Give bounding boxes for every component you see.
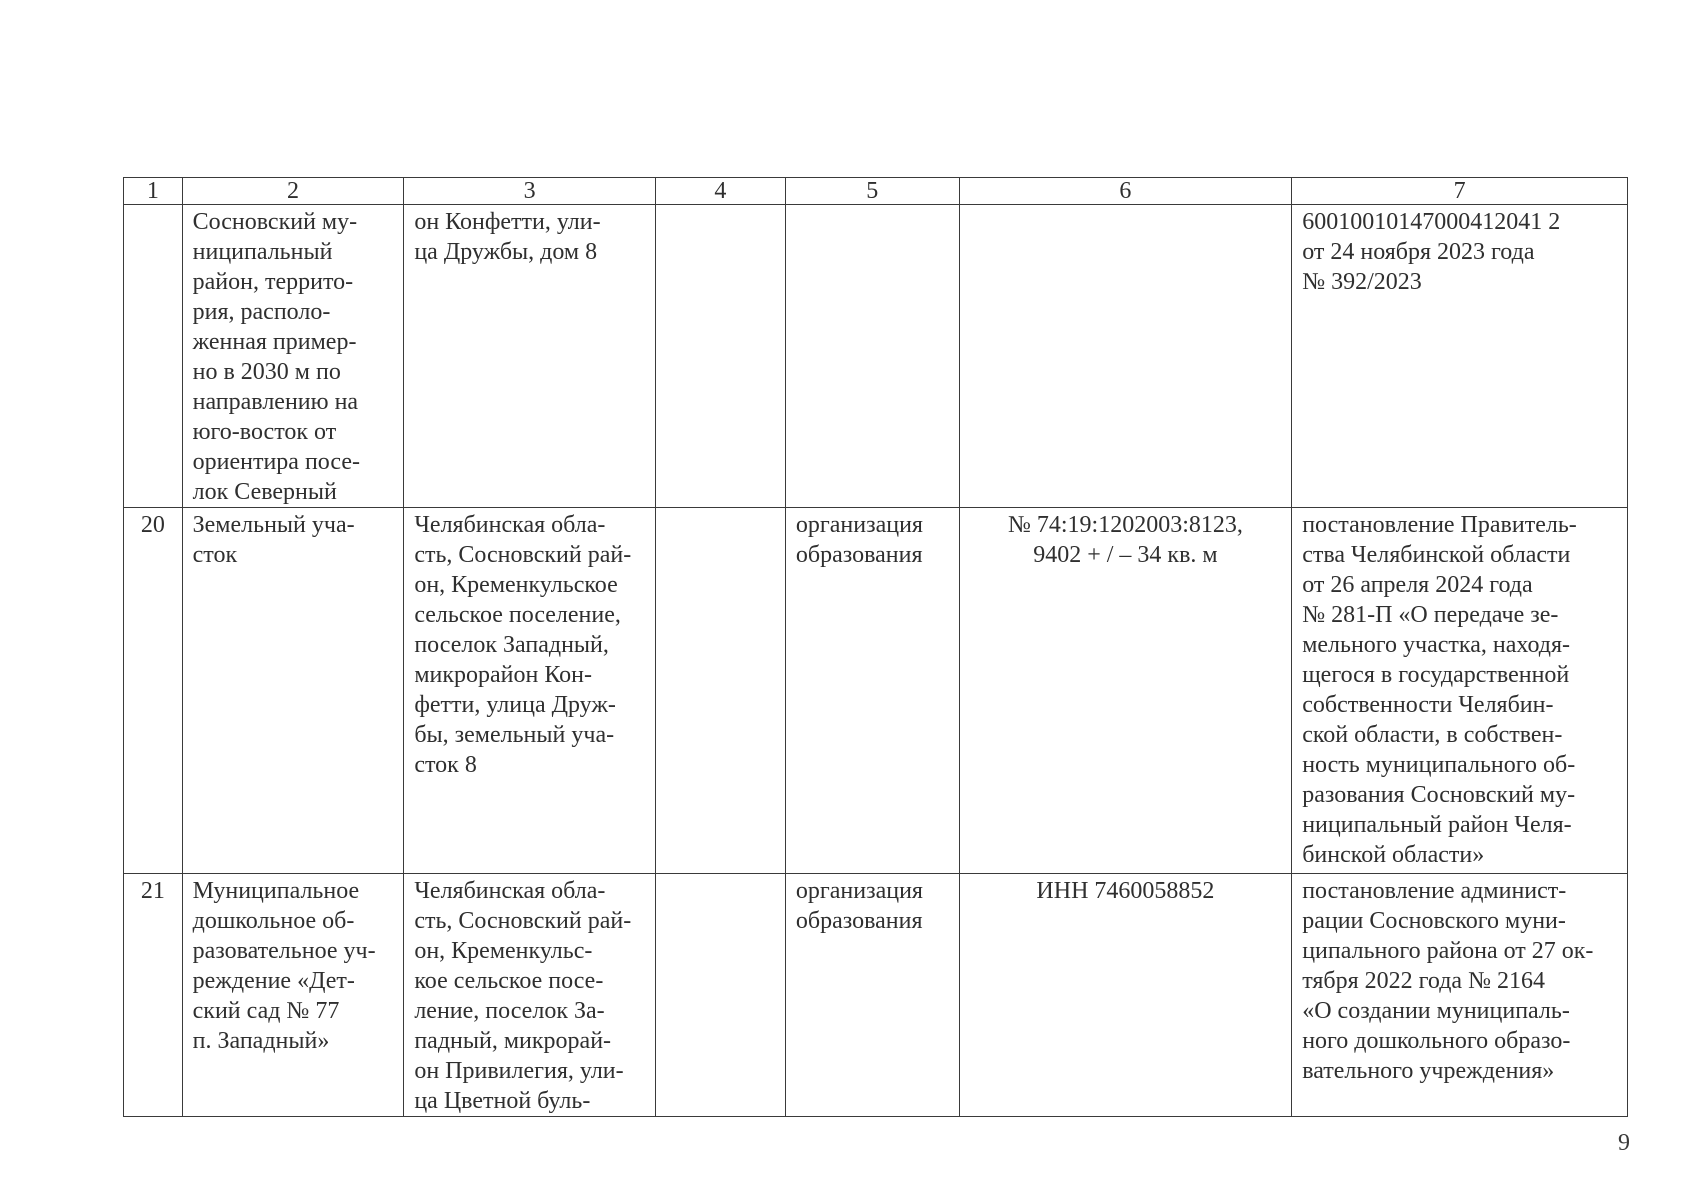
basis-document-cell: постановление Правитель- ства Челябинской области от 26 апреля 2024 года № 281-П «О передаче зе- мельного участка, находя- щегося в государственной собственности Челябин- ской области, в собствен- ность муниципального об- разования Сосновский му- ниципальный район Челя- бинской области»	[1292, 508, 1628, 874]
row-number: 20	[124, 508, 183, 874]
column-number: 4	[655, 178, 785, 205]
column-4-cell	[655, 508, 785, 874]
object-name-cell: Муниципальное дошкольное об- разовательное уч- реждение «Дет- ский сад № 77 п. Западный»	[182, 874, 404, 1117]
object-name-cell: Земельный уча- сток	[182, 508, 404, 874]
page-number: 9	[1618, 1130, 1630, 1156]
table-row	[124, 874, 1628, 1117]
column-number: 5	[785, 178, 959, 205]
purpose-cell: организация образования	[785, 874, 959, 1117]
identifier-cell: ИНН 7460058852	[959, 874, 1292, 1117]
object-name-cell: Сосновский му- ниципальный район, террито- рия, располо- женная пример- но в 2030 м по направлению на юго-восток от ориентира посе- лок Северный	[182, 205, 404, 508]
column-number: 3	[404, 178, 656, 205]
row-number: 21	[124, 874, 183, 1117]
address-cell: он Конфетти, ули- ца Дружбы, дом 8	[404, 205, 656, 508]
purpose-cell: организация образования	[785, 508, 959, 874]
column-number: 7	[1292, 178, 1628, 205]
basis-document-cell: 60010010147000412041 2 от 24 ноября 2023 года № 392/2023	[1292, 205, 1628, 508]
property-table	[123, 177, 1628, 1117]
column-number: 1	[124, 178, 183, 205]
identifier-cell	[959, 205, 1292, 508]
basis-document-cell: постановление админист- рации Сосновского муни- ципального района от 27 ок- тября 2022 года № 2164 «О создании муниципаль- ного дошкольного образо- вательного учреждения»	[1292, 874, 1628, 1117]
table-row	[124, 508, 1628, 874]
identifier-cell: № 74:19:1202003:8123, 9402 + / – 34 кв. м	[959, 508, 1292, 874]
address-cell: Челябинская обла- сть, Сосновский рай- он, Кременкульс- кое сельское посе- ление, поселок За- падный, микрорай- он Привилегия, ули- ца Цветной буль-	[404, 874, 656, 1117]
column-4-cell	[655, 874, 785, 1117]
column-number: 6	[959, 178, 1292, 205]
address-cell: Челябинская обла- сть, Сосновский рай- он, Кременкульское сельское поселение, поселок Западный, микрорайон Кон- фетти, улица Друж- бы, земельный уча- сток 8	[404, 508, 656, 874]
column-number-row	[124, 178, 1628, 205]
purpose-cell	[785, 205, 959, 508]
table-row	[124, 205, 1628, 508]
row-number	[124, 205, 183, 508]
column-number: 2	[182, 178, 404, 205]
column-4-cell	[655, 205, 785, 508]
